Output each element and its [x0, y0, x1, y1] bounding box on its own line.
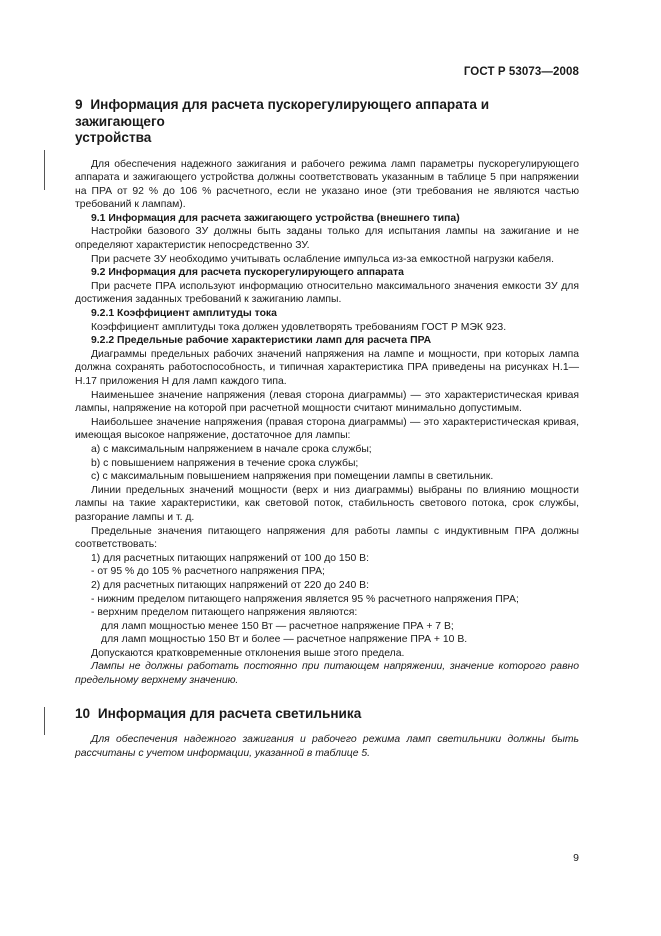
paragraph: При расчете ЗУ необходимо учитывать ослабление импульса из-за емкостной нагрузки кабеля.	[91, 253, 555, 265]
subsection-heading: 9.2.1 Коэффициент амплитуды тока	[91, 308, 277, 320]
paragraph: Допускаются кратковременные отклонения выше этого предела.	[91, 647, 405, 659]
section-10-heading	[75, 706, 579, 723]
list-item: - верхним пределом питающего напряжения являются:	[91, 607, 358, 619]
list-item: для ламп мощностью 150 Вт и более — расчетное напряжение ПРА + 10 В.	[101, 634, 468, 646]
section-title-continued: устройства	[75, 130, 152, 145]
list-item: 2) для расчетных питающих напряжений от 220 до 240 В:	[91, 579, 369, 591]
section-number: 9	[75, 97, 83, 112]
standard-number: ГОСТ Р 53073—2008	[463, 66, 579, 78]
section-title: Информация для расчета светильника	[97, 705, 362, 721]
paragraph: Диаграммы предельных рабочих значений напряжения на лампе и мощности, при которых лампа должна сохранять работоспособность, и типичная характеристика ПРА приведены на рисунках Н.1—Н.17 приложения Н для ламп каждого типа.	[75, 348, 579, 387]
paragraph: Для обеспечения надежного зажигания и рабочего режима ламп параметры пускорегулирующего аппарата и зажигающего устройства должны соответствовать указанным в таблице 5 при напряжении на ПРА от 92 % до 106 % расчетного, если не указано иное (эти требования не являются частью требований к лампам).	[75, 158, 579, 211]
list-item: c) с максимальным повышением напряжения при помещении лампы в светильник.	[91, 471, 494, 483]
section-title: Информация для расчета пускорегулирующего аппарата и зажигающего	[75, 97, 490, 129]
section-9-heading	[75, 97, 579, 147]
paragraph-italic: Лампы не должны работать постоянно при питающем напряжении, значение которого равно предельному верхнему значению.	[75, 661, 579, 687]
list-item: - нижним пределом питающего напряжения является 95 % расчетного напряжения ПРА;	[91, 593, 519, 605]
list-item: b) с повышением напряжения в течение срока службы;	[91, 457, 359, 469]
list-item: a) с максимальным напряжением в начале срока службы;	[91, 443, 372, 455]
list-item: для ламп мощностью менее 150 Вт — расчетное напряжение ПРА + 7 В;	[101, 620, 454, 632]
subsection-heading: 9.2.2 Предельные рабочие характеристики ламп для расчета ПРА	[91, 335, 432, 347]
paragraph-italic: Для обеспечения надежного зажигания и рабочего режима ламп светильники должны быть рассчитаны с учетом информации, указанной в таблице 5.	[75, 734, 579, 759]
document-body	[75, 97, 579, 760]
revision-mark	[44, 707, 45, 735]
paragraph: Наибольшее значение напряжения (правая сторона диаграммы) — это характеристическая кривая, имеющая высокое напряжение, достаточное для лампы:	[75, 416, 579, 442]
subsection-heading: 9.2 Информация для расчета пускорегулирующего аппарата	[91, 267, 404, 279]
list-item: - от 95 % до 105 % расчетного напряжения ПРА;	[91, 566, 325, 578]
paragraph: При расчете ПРА используют информацию относительно максимального значения емкости ЗУ для достижения заданных требований к зажиганию лампы.	[75, 280, 579, 306]
list-item: 1) для расчетных питающих напряжений от 100 до 150 В:	[91, 552, 369, 564]
paragraph: Предельные значения питающего напряжения для работы лампы с индуктивным ПРА должны соответствовать:	[75, 525, 579, 551]
subsection-heading: 9.1 Информация для расчета зажигающего устройства (внешнего типа)	[91, 212, 460, 224]
section-number: 10	[75, 705, 91, 721]
paragraph: Наименьшее значение напряжения (левая сторона диаграммы) — это характеристическая кривая лампы, напряжение на которой при расчетной мощности считают минимально допустимым.	[75, 389, 579, 415]
revision-mark	[44, 150, 45, 190]
page-number: 9	[573, 852, 579, 864]
paragraph: Линии предельных значений мощности (верх и низ диаграммы) выбраны по влиянию мощности лампы на такие характеристики, как световой поток, стабильность светового потока, срок службы, разгорание лампы и т. д.	[75, 484, 579, 523]
spacer	[75, 688, 579, 706]
paragraph: Настройки базового ЗУ должны быть заданы только для испытания лампы на зажигание и не определяют характеристик непосредственно ЗУ.	[75, 226, 579, 252]
paragraph: Коэффициент амплитуды тока должен удовлетворять требованиям ГОСТ Р МЭК 923.	[91, 321, 507, 333]
